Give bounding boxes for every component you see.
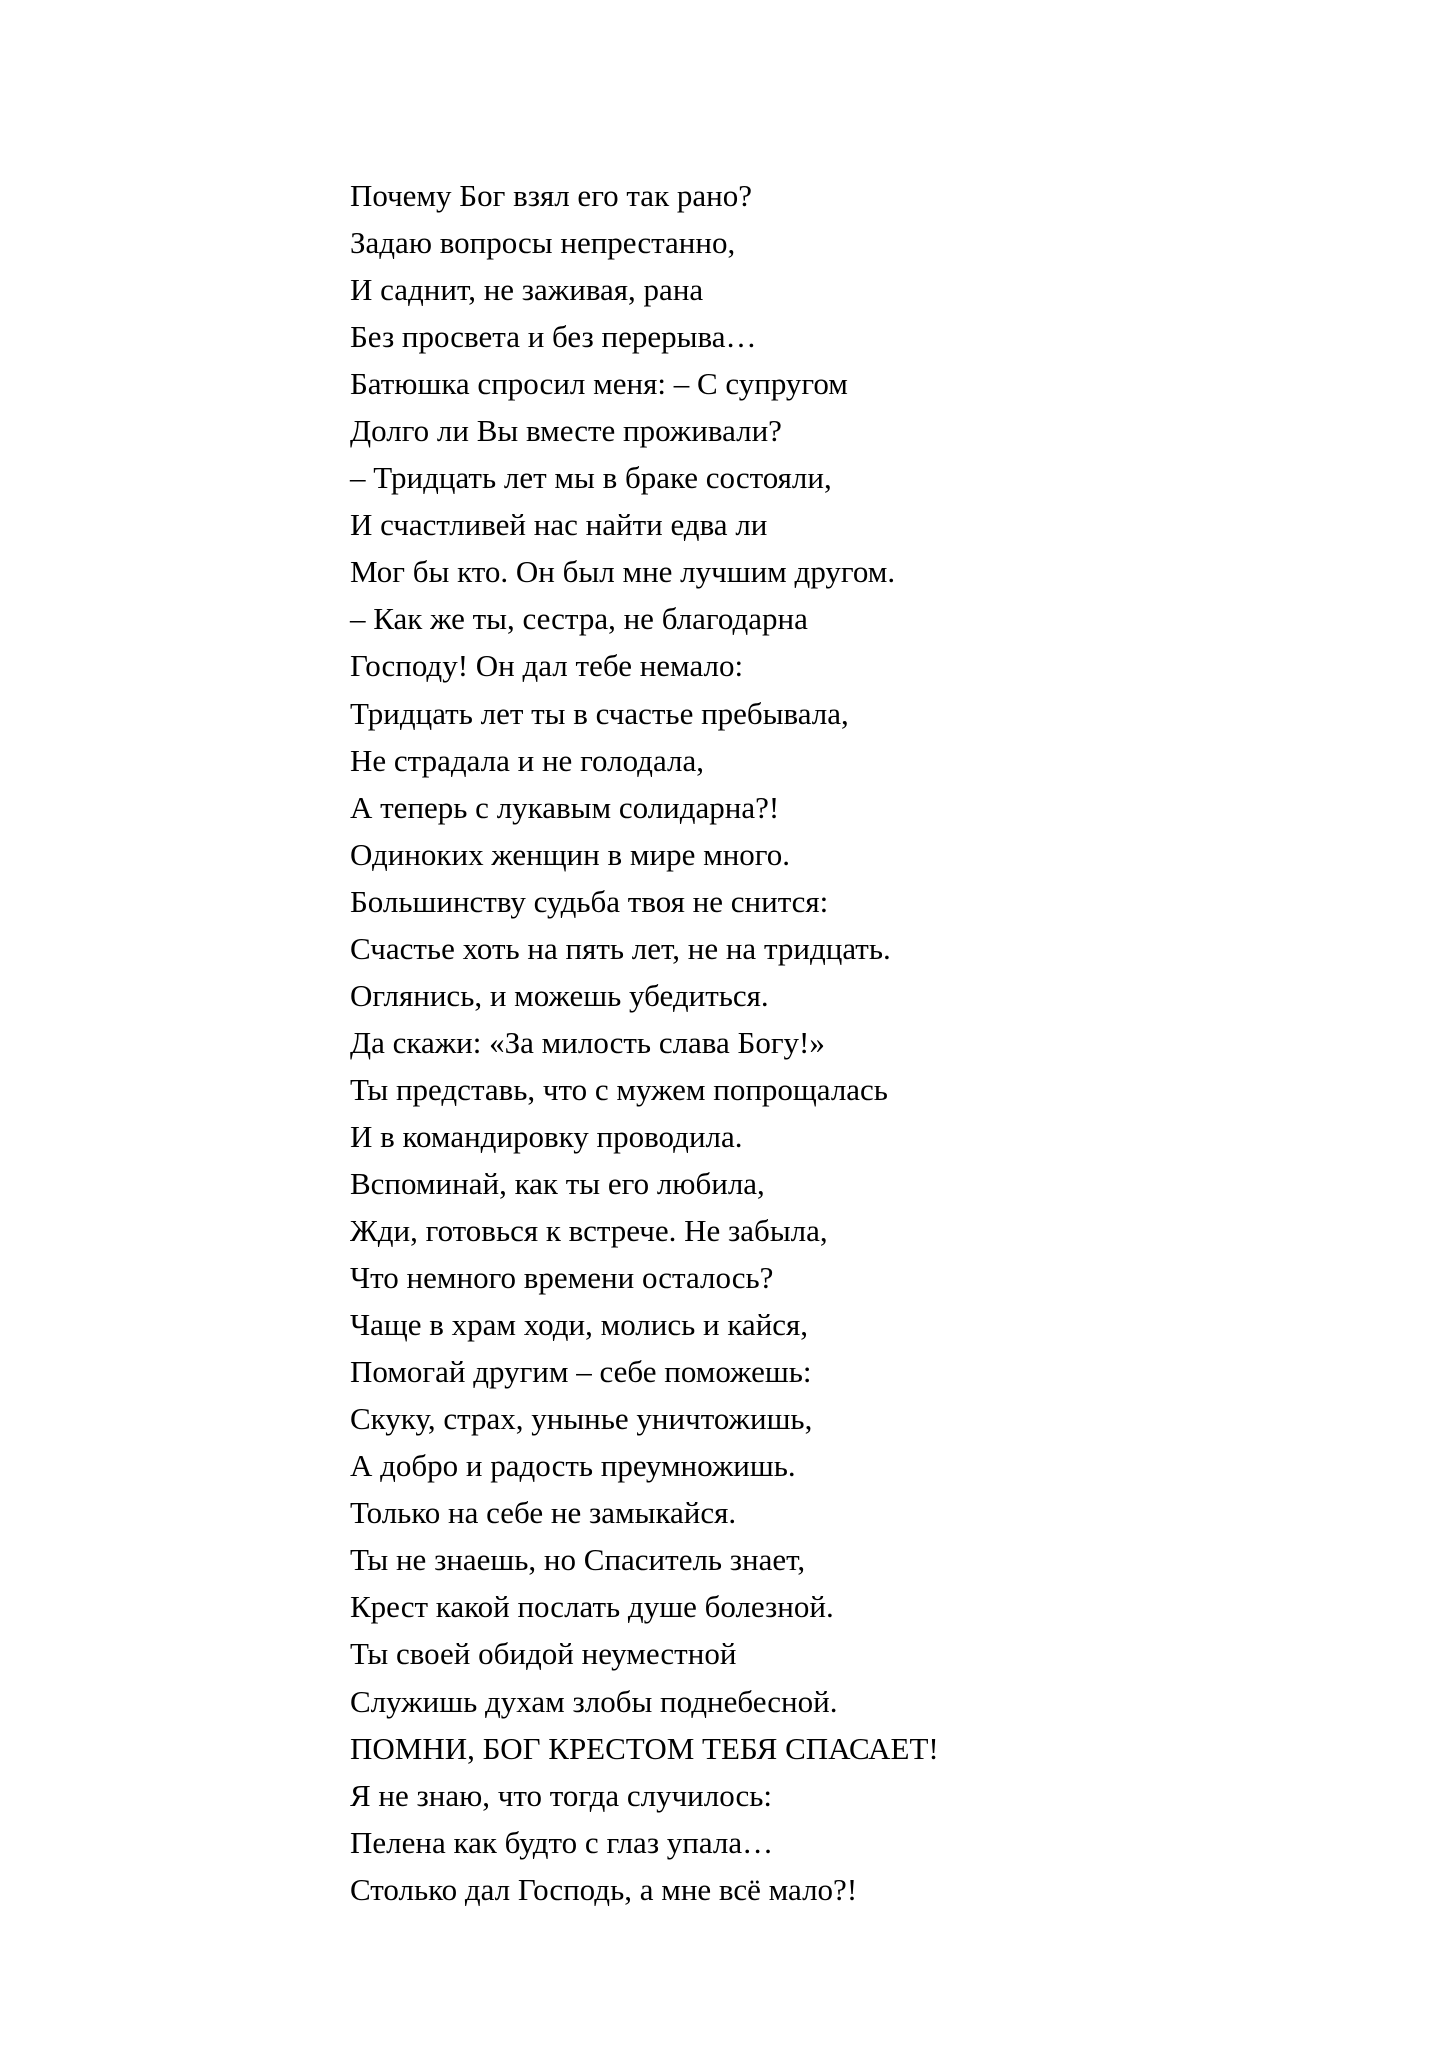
poem-line: Не страдала и не голодала, xyxy=(350,742,704,778)
poem-line: Долго ли Вы вместе проживали? xyxy=(350,413,782,449)
poem-line: Ты своей обидой неуместной xyxy=(350,1636,737,1672)
poem-line: Ты не знаешь, но Спаситель знает, xyxy=(350,1542,806,1578)
poem-line: А добро и радость преумножишь. xyxy=(350,1448,796,1484)
poem-line: Задаю вопросы непрестанно, xyxy=(350,225,736,261)
poem-line: Чаще в храм ходи, молись и кайся, xyxy=(350,1307,809,1343)
poem-line: – Как же ты, сестра, не благодарна xyxy=(350,601,808,637)
poem-line: Да скажи: «За милость слава Богу!» xyxy=(350,1024,825,1060)
poem-line: Вспоминай, как ты его любила, xyxy=(350,1165,765,1201)
poem-line: Жди, готовься к встрече. Не забыла, xyxy=(350,1213,828,1249)
poem-line: Оглянись, и можешь убедиться. xyxy=(350,977,769,1013)
poem-line: Счастье хоть на пять лет, не на тридцать. xyxy=(350,930,891,966)
poem-line: Без просвета и без перерыва… xyxy=(350,319,757,355)
poem-line: Пелена как будто с глаз упала… xyxy=(350,1824,774,1860)
poem-line: Только на себе не замыкайся. xyxy=(350,1495,737,1531)
poem-line: И в командировку проводила. xyxy=(350,1118,743,1154)
poem-line: И саднит, не заживая, рана xyxy=(350,272,704,308)
poem-line: Одиноких женщин в мире много. xyxy=(350,836,790,872)
poem-line: Что немного времени осталось? xyxy=(350,1260,774,1296)
poem-line: ПОМНИ, БОГ КРЕСТОМ ТЕБЯ СПАСАЕТ! xyxy=(350,1730,939,1766)
poem-line: Столько дал Господь, а мне всё мало?! xyxy=(350,1871,858,1907)
poem-line: Мог бы кто. Он был мне лучшим другом. xyxy=(350,554,896,590)
poem-line: Помогай другим – себе поможешь: xyxy=(350,1354,812,1390)
poem-line: Я не знаю, что тогда случилось: xyxy=(350,1777,773,1813)
poem-line: Почему Бог взял его так рано? xyxy=(350,178,752,213)
poem-line: Скуку, страх, унынье уничтожишь, xyxy=(350,1401,813,1437)
poem-line: Господу! Он дал тебе немало: xyxy=(350,648,744,684)
poem-line: И счастливей нас найти едва ли xyxy=(350,507,768,543)
poem-line: Служишь духам злобы поднебесной. xyxy=(350,1683,838,1719)
poem-line: Ты представь, что с мужем попрощалась xyxy=(350,1071,888,1107)
poem-line: А теперь с лукавым солидарна?! xyxy=(350,789,780,825)
poem-line: Крест какой послать душе болезной. xyxy=(350,1589,834,1625)
poem-line: Батюшка спросил меня: – С супругом xyxy=(350,366,848,402)
poem-line: Большинству судьба твоя не снится: xyxy=(350,883,829,919)
poem-line: Тридцать лет ты в счастье пребывала, xyxy=(350,695,849,731)
poem-line: – Тридцать лет мы в браке состояли, xyxy=(350,460,832,496)
poem-text xyxy=(350,172,939,1913)
